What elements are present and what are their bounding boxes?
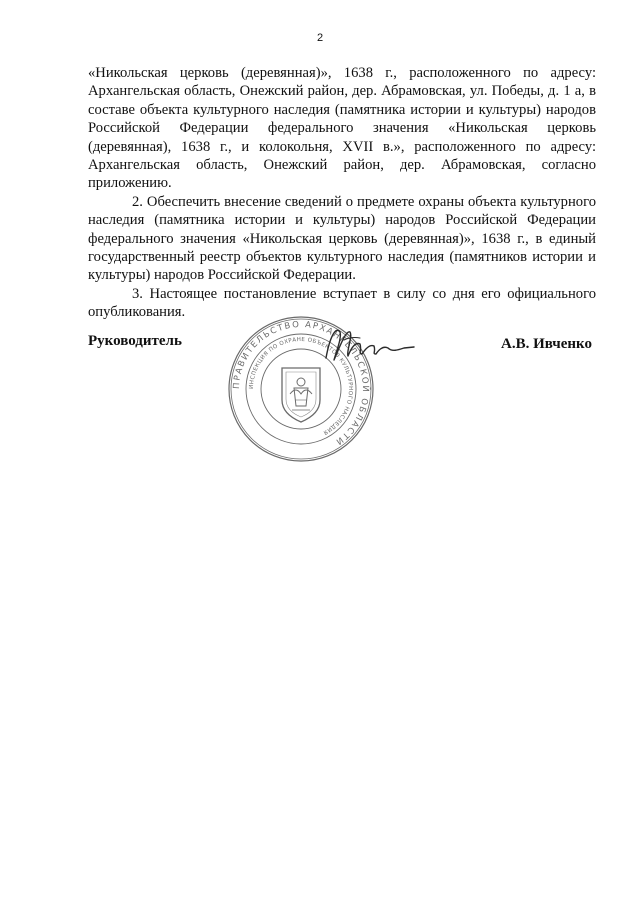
page-number: 2 [316, 32, 324, 44]
coat-of-arms-icon [282, 368, 320, 422]
seal-outer-text: ПРАВИТЕЛЬСТВО АРХАНГЕЛЬСКОЙ ОБЛАСТИ [231, 319, 371, 448]
document-body [88, 64, 596, 322]
paragraph-continuation: «Никольская церковь (деревянная)», 1638 г., расположенного по адресу: Архангельская область, Онежский район, дер. Абрамовская, ул. Победы, д. 1 а, в составе объекта культурного наследия (памятника истории и культуры) народов Российской Федерации федерального значения «Никольская церковь (деревянная), 1638 г., и колокольня, XVII в.», расположенного по адресу: Архангельская область, Онежский район, дер. Абрамовская, согласно приложению. [88, 65, 596, 192]
seal-inner-text: ИНСПЕКЦИЯ ПО ОХРАНЕ ОБЪЕКТОВ КУЛЬТУРНОГО НАСЛЕДИЯ [248, 336, 354, 436]
paragraph-item-2: 2. Обеспечить внесение сведений о предмете охраны объекта культурного наследия (памятника истории и культуры) народов Российской Федерации федерального значения «Никольская церковь (деревянная)», 1638 г., в единый государственный реестр объектов культурного наследия (памятников истории и культуры) народов Российской Федерации. [88, 193, 596, 284]
signer-title: Руководитель [88, 333, 182, 349]
signer-name: А.В. Ивченко [501, 336, 592, 352]
handwritten-signature [318, 320, 418, 370]
paragraph-item-3: 3. Настоящее постановление вступает в силу со дня его официального опубликования. [88, 285, 596, 321]
